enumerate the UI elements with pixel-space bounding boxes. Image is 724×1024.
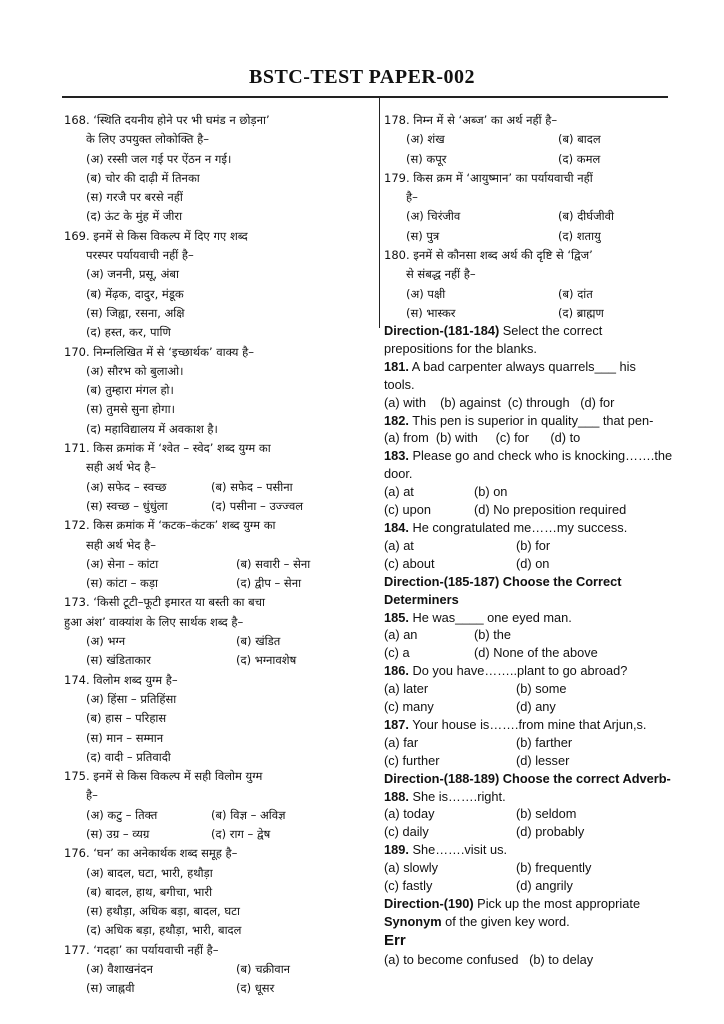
option-row: (अ) वैशाखनंदन (ब) चक्रीवान [86, 962, 291, 977]
options-181: (a) with (b) against (c) through (d) for [384, 394, 615, 410]
option-row: (a) today (b) seldom [384, 806, 577, 822]
option: (स) गरजै पर बरसे नहीं [86, 190, 183, 205]
option-row: (a) far (b) farther [384, 734, 573, 750]
option: (स) हथौड़ा, अधिक बड़ा, बादल, घटा [86, 904, 240, 919]
question-182: 182. This pen is superior in quality___ that pen- [384, 412, 654, 428]
question-187: 187. Your house is…….from mine that Arjun,s. [384, 716, 647, 732]
option-row: (स) भास्कर (द) ब्राह्मण [406, 305, 604, 320]
option-row: (a) at (b) on [384, 484, 508, 500]
english-section: Direction-(181-184) Select the correct prepositions for the blanks. 181. A bad carpenter always quarrels___ his tools. (a) with (b) against (c) through (d) for 182. This pen is superior in quality___ that pen- (a) from (b) with (c) for (d) to 183. Please go and check who is knocking…….the door. (a) at (b) on (c) upon (d) No preposition required 184. He congratulated me……my success. (a) at (b) for (c) about (d) on Direction-(185-187) Choose the Correct Determiners 185. He was____ one eyed man. (a) an (b) the (c) a (d) None of the above 186. Do you have……..plant to go abroad? (a) later (b) some (c) many (d) any 187. Your house is…….from mine that Arjun,s. (a) far (b) farther (c) further (d) lesser Direction-(188-189) Choose the correct Adverb- 188. She is…….right. (a) today (b) seldom (c) daily (d) probably 189. She…….visit us. (a) slowly (b) frequently (c) fastly (d) angrily Direction-(190) Pick up the most appropriate Synonym of the given key word. Err (a) to become confused (b) to delay [384, 322, 684, 969]
question-175: 175. इनमें से किस विकल्प में सही विलोम युग्म है– (अ) कटु – तिक्त (ब) विज्ञ – अविज्ञ (स) उग्र – व्यग्र (द) राग – द्वेष [64, 767, 376, 844]
question-174: 174. विलोम शब्द युग्म है– (अ) हिंसा – प्रतिहिंसा (ब) हास – परिहास (स) मान – सम्मान (द) वादी – प्रतिवादी [64, 671, 376, 767]
option-row: (c) many (d) any [384, 699, 556, 715]
option-row: (अ) चिरंजीव (ब) दीर्घजीवी [406, 209, 614, 224]
option: (ब) हास – परिहास [86, 711, 167, 726]
option-row: (c) upon (d) No preposition required [384, 502, 627, 518]
question-173: 173. ‘किसी टूटी–फूटी इमारत या बस्ती का बचा हुआ अंश’ वाक्यांश के लिए सार्थक शब्द है– (अ) भग्न (ब) खंडित (स) खंडिताकार (द) भग्नावशेष [64, 593, 376, 670]
question-177: 177. ‘गदहा’ का पर्यायवाची नहीं है– (अ) वैशाखनंदन (ब) चक्रीवान (स) जाह्नवी (द) धूसर [64, 941, 376, 999]
question-176: 176. ‘घन’ का अनेकार्थक शब्द समूह है– (अ) बादल, घटा, भारी, हथौड़ा (ब) बादल, हाथ, बगीचा, भारी (स) हथौड़ा, अधिक बड़ा, बादल, घटा (द) अधिक बड़ा, हथौड़ा, भारी, बादल [64, 844, 376, 940]
page-title: BSTC-TEST PAPER-002 [248, 66, 476, 88]
question-181: 181. A bad carpenter always quarrels___ his [384, 358, 636, 374]
option: (द) महाविद्यालय में अवकाश है। [86, 421, 218, 436]
option-row: (अ) सफेद – स्वच्छ (ब) सफेद – पसीना [86, 479, 293, 494]
direction-185-187: Direction-(185-187) Choose the Correct [384, 573, 622, 589]
option-row: (अ) भग्न (ब) खंडित [86, 634, 281, 649]
option: (ब) तुम्हारा मंगल हो। [86, 383, 174, 398]
question-184: 184. He congratulated me……my success. [384, 519, 628, 535]
right-hindi-column [384, 111, 674, 323]
option-row: (c) about (d) on [384, 555, 550, 571]
question-169: 169. इनमें से किस विकल्प में दिए गए शब्द परस्पर पर्यायवाची नहीं है– (अ) जननी, प्रसू, अंबा (ब) मेंढ़क, दादुर, मंडूक (स) जिह्वा, रसना, अक्षि (द) हस्त, कर, पाणि [64, 227, 376, 343]
option: (अ) रस्सी जल गई पर ऐंठन न गई। [86, 151, 232, 166]
option: (द) ऊंट के मुंह में जीरा [86, 209, 183, 224]
option-row: (c) a (d) None of the above [384, 645, 598, 661]
option: (ब) मेंढ़क, दादुर, मंडूक [86, 286, 184, 301]
option: (स) जिह्वा, रसना, अक्षि [86, 305, 185, 320]
question-171: 171. किस क्रमांक में ‘श्वेत – स्वेद’ शब्द युग्म का सही अर्थ भेद है– (अ) सफेद – स्वच्छ (ब) सफेद – पसीना (स) स्वच्छ – धुंधुंला (द) पसीना – उज्ज्वल [64, 439, 376, 516]
option-row: (स) स्वच्छ – धुंधुंला (द) पसीना – उज्ज्वल [86, 498, 304, 513]
option: (स) तुमसे सुना होगा। [86, 402, 175, 417]
left-column [64, 111, 376, 999]
option: (ब) चोर की दाढ़ी में तिनका [86, 170, 200, 185]
options-182: (a) from (b) with (c) for (d) to [384, 430, 581, 446]
option-row: (a) at (b) for [384, 537, 551, 553]
option: (द) वादी – प्रतिवादी [86, 749, 171, 764]
option-row: (a) later (b) some [384, 681, 567, 697]
question-189: 189. She…….visit us. [384, 842, 508, 858]
question-172: 172. किस क्रमांक में ‘कटक–कंटक’ शब्द युग्म का सही अर्थ भेद है– (अ) सेना – कांटा (ब) सवारी – सेना (स) कांटा – कड़ा (द) द्वीप – सेना [64, 516, 376, 593]
option-row: (स) उग्र – व्यग्र (द) राग – द्वेष [86, 826, 271, 841]
option: (अ) हिंसा – प्रतिहिंसा [86, 691, 177, 706]
question-185: 185. He was____ one eyed man. [384, 609, 572, 625]
question-179: 179. किस क्रम में ‘आयुष्मान’ का पर्यायवाची नहीं है– (अ) चिरंजीव (ब) दीर्घजीवी (स) पुत्र (द) शतायु [384, 169, 674, 246]
column-divider [379, 98, 380, 328]
title-rule [62, 96, 668, 98]
option-row: (c) further (d) lesser [384, 752, 570, 768]
direction-188-189: Direction-(188-189) Choose the correct Adverb- [384, 770, 671, 786]
option: (अ) सौरभ को बुलाओ। [86, 363, 184, 378]
option-row: (स) कांटा – कड़ा (द) द्वीप – सेना [86, 576, 302, 591]
question-168: 168. ‘स्थिति दयनीय होने पर भी घमंड न छोड़ना’ के लिए उपयुक्त लोकोक्ति है– (अ) रस्सी जल गई पर ऐंठन न गई। (ब) चोर की दाढ़ी में तिनका (स) गरजै पर बरसे नहीं (द) ऊंट के मुंह में जीरा [64, 111, 376, 227]
question-180: 180. इनमें से कौनसा शब्द अर्थ की दृष्टि से ‘द्विज’ से संबद्ध नहीं है– (अ) पक्षी (ब) दांत (स) भास्कर (द) ब्राह्मण [384, 246, 674, 323]
option: (द) अधिक बड़ा, हथौड़ा, भारी, बादल [86, 923, 242, 938]
direction-190: Direction-(190) Pick up the most appropriate [384, 896, 641, 911]
option: (द) हस्त, कर, पाणि [86, 325, 171, 340]
option: (अ) बादल, घटा, भारी, हथौड़ा [86, 865, 213, 880]
option-row: (स) जाह्नवी (द) धूसर [86, 981, 275, 996]
option-row: (अ) पक्षी (ब) दांत [406, 286, 593, 301]
direction-181-184: Direction-(181-184) Select the correct [384, 323, 603, 338]
question-178: 178. निम्न में से ‘अब्ज’ का अर्थ नहीं है– (अ) शंख (ब) बादल (स) कपूर (द) कमल [384, 111, 674, 169]
option-row: (अ) सेना – कांटा (ब) सवारी – सेना [86, 556, 311, 571]
option-row: (स) कपूर (द) कमल [406, 151, 601, 166]
question-186: 186. Do you have……..plant to go abroad? [384, 663, 628, 679]
option-row: (अ) शंख (ब) बादल [406, 132, 601, 147]
options-190: (a) to become confused (b) to delay [384, 951, 594, 967]
question-188: 188. She is…….right. [384, 788, 506, 804]
option-row: (a) an (b) the [384, 627, 511, 643]
option-row: (स) खंडिताकार (द) भग्नावशेष [86, 653, 297, 668]
option: (ब) बादल, हाथ, बगीचा, भारी [86, 884, 213, 899]
option-row: (c) fastly (d) angrily [384, 878, 573, 894]
option-row: (स) पुत्र (द) शतायु [406, 228, 601, 243]
key-word: Err [384, 931, 406, 949]
option-row: (c) daily (d) probably [384, 824, 585, 840]
option: (अ) जननी, प्रसू, अंबा [86, 267, 179, 282]
option-row: (a) slowly (b) frequently [384, 860, 592, 876]
option-row: (अ) कटु – तिक्त (ब) विज्ञ – अविज्ञ [86, 807, 286, 822]
option: (स) मान – सम्मान [86, 730, 164, 745]
question-183: 183. Please go and check who is knocking…….the [384, 448, 673, 464]
question-170: 170. निम्नलिखित में से ‘इच्छार्थक’ वाक्य है– (अ) सौरभ को बुलाओ। (ब) तुम्हारा मंगल हो। (स) तुमसे सुना होगा। (द) महाविद्यालय में अवकाश है। [64, 343, 376, 439]
